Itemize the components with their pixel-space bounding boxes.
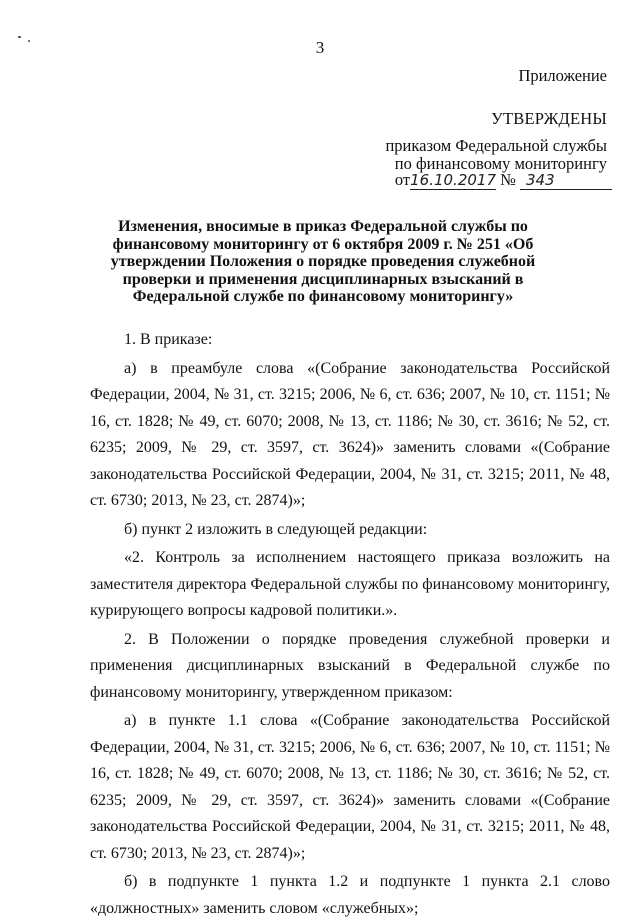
order-date-number [395, 170, 612, 190]
paragraph: «2. Контроль за исполнением настоящего приказа возложить на заместителя директора Федеральной службы по финансовому мониторингу, курирующего вопросы кадровой политики.». [90, 549, 610, 619]
handwritten-number: 343 [520, 171, 612, 190]
paragraph: а) в пункте 1.1 слова «(Собрание законодательства Российской Федерации, 2004, № 31, ст. 3215; 2006, № 6, ст. 636; 2007, № 10, ст. 1151; № 16, ст. 1828; № 49, ст. 6070; 2008, № 13, ст. 1186; № 30, ст. 3616; № 52, ст. 6235; 2009, № 29, ст. 3597, ст. 3624)» заменить словами «(Собрание законодательства Российской Федерации, 2004, № 31, ст. 3215; 2011, № 48, ст. 6730; 2013, № 23, ст. 2874)»; [90, 712, 610, 862]
appendix-label: Приложение [518, 66, 607, 85]
number-sign: № [500, 170, 516, 189]
paragraph: а) в преамбуле слова «(Собрание законодательства Российской Федерации, 2004, № 31, ст. 3215; 2006, № 6, ст. 636; 2007, № 10, ст. 1151; № 16, ст. 1828; № 49, ст. 6070; 2008, № 13, ст. 1186; № 30, ст. 3616; № 52, ст. 6235; 2009, № 29, ст. 3597, ст. 3624)» заменить словами «(Собрание законодательства Российской Федерации, 2004, № 31, ст. 3215; 2011, № 48, ст. 6730; 2013, № 23, ст. 2874)»; [90, 359, 610, 509]
document-body [90, 327, 610, 922]
paragraph: 1. В приказе: [124, 331, 213, 348]
paragraph: 2. В Положении о порядке проведения служебной проверки и применения дисциплинарных взысканий в Федеральной службе по финансовому мониторингу, утвержденном приказом: [90, 630, 610, 701]
order-line-1: приказом Федеральной службы [385, 136, 607, 155]
document-title: Изменения, вносимые в приказ Федеральной службы по финансовому мониторингу от 6 октября 2009 г. № 251 «Об утверждении Положения о порядке проведения служебной проверки и применения дисциплинарных взысканий в Федеральной службе по финансовому мониторингу» [110, 218, 536, 305]
page-number: 3 [315, 38, 325, 57]
handwritten-date: 16.10.2017 [410, 171, 496, 189]
paragraph: б) пункт 2 изложить в следующей редакции: [124, 520, 428, 538]
approved-label: УТВЕРЖДЕНЫ [491, 109, 607, 128]
paragraph: б) в подпункте 1 пункта 1.2 и подпункте 1 пункта 2.1 слово «должностных» заменить словом «служебных»; [90, 873, 610, 917]
date-prefix: от [394, 170, 411, 189]
order-line-2: по финансовому мониторингу [394, 154, 607, 173]
